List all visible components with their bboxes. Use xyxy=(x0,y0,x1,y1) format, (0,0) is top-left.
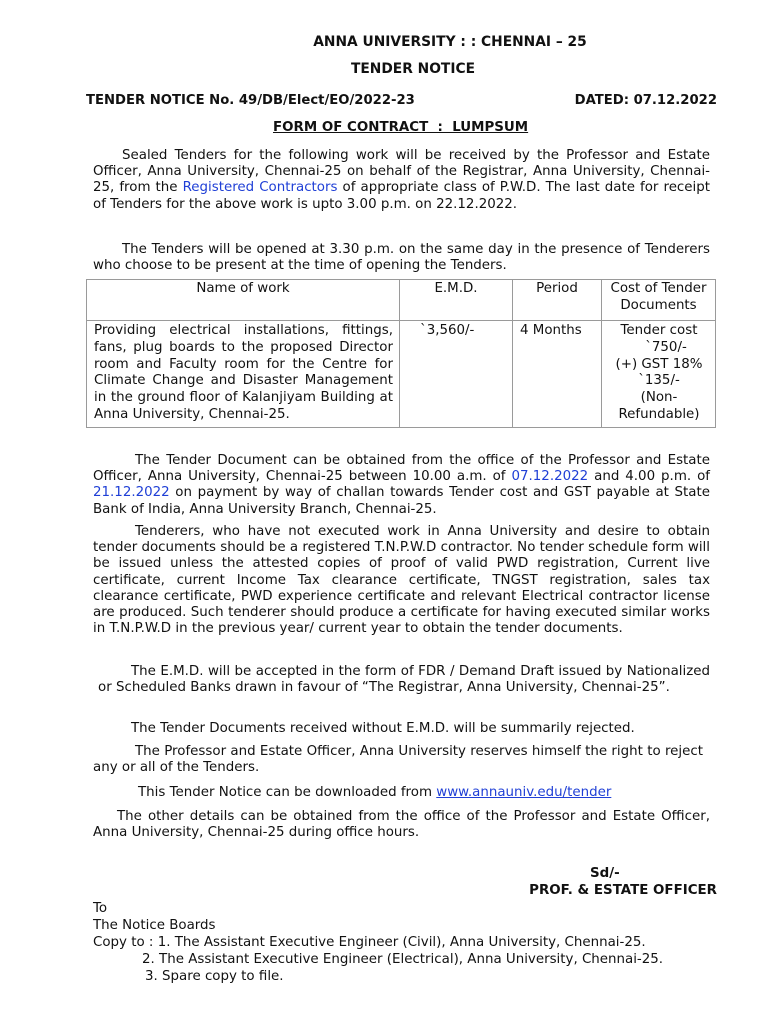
header-emd: E.M.D. xyxy=(400,280,513,321)
cost-line-amount: `750/- xyxy=(645,339,687,355)
cell-period: 4 Months xyxy=(513,321,602,428)
para3-comma: , Anna University, Chennai-25 between 10.00 a.m. of xyxy=(137,469,512,485)
header-period: Period xyxy=(513,280,602,321)
cost-line-gst: (+) GST 18% xyxy=(615,356,703,372)
paragraph-opening-of-tenders: The Tenders will be opened at 3.30 p.m. on the same day in the presence of Tenderers who choose to be present at the time of opening the Tenders. xyxy=(93,242,710,274)
issue-end-date: 21.12.2022 xyxy=(93,485,170,501)
header-cost-of-tender-documents: Cost of Tender Documents xyxy=(602,280,716,321)
download-text: This Tender Notice can be downloaded from xyxy=(138,785,437,800)
signature-sd: Sd/- xyxy=(590,866,620,881)
para1-text-after: of appropriate class of P.W.D. The last date for receipt of Tenders for the above work is upto 3.00 p.m. on 22.12.2022. xyxy=(93,180,711,212)
cell-cost xyxy=(602,321,716,428)
form-of-contract-heading: FORM OF CONTRACT : LUMPSUM xyxy=(273,120,529,135)
copy-to-line-3: 3. Spare copy to file. xyxy=(145,969,284,984)
para3-part4: . of xyxy=(686,469,711,485)
para3-part1: The Tender Document can be obtained from the office of the Professor and Estate Officer xyxy=(93,453,710,485)
cell-name-of-work: Providing electrical installations, fittings, fans, plug boards to the proposed Director room and Faculty room for the Centre for Climate Change and Disaster Management in the ground floor of Kalanjiyam Building at Anna University, Chennai-25. xyxy=(87,321,400,428)
notice-date: DATED: 07.12.2022 xyxy=(574,93,717,108)
cost-line-non-refundable: (Non-Refundable) xyxy=(618,390,700,422)
copy-to-line-2: 2. The Assistant Executive Engineer (Electrical), Anna University, Chennai-25. xyxy=(142,952,664,967)
cost-line-gst-amount: `135/- xyxy=(638,373,680,389)
copy-to-line-1: Copy to : 1. The Assistant Executive Engineer (Civil), Anna University, Chennai-25. xyxy=(93,935,646,950)
footer-notice-boards: The Notice Boards xyxy=(93,918,216,933)
paragraph-eligibility: Tenderers, who have not executed work in Anna University and desire to obtain tender documents should be a registered T.N.P.W.D contractor. No tender schedule form will be issued unless the attested copies of proof of valid PWD registration, Current live certificate, current Income Tax clearance certificate, TNGST registration, sales tax clearance certificate, PWD experience certificate and relevant Electrical contractor license are produced. Such tenderer should produce a certificate for having executed similar works in T.N.P.W.D in the previous year/ current year to obtain the tender documents. xyxy=(93,524,710,637)
para3-part5: on payment by way of challan towards Tender cost and GST payable at State Bank of India, Anna University Branch, Chennai-25. xyxy=(93,485,710,517)
para3-part3: and 4.00 p.m xyxy=(588,469,687,485)
tender-download-link[interactable]: www.annauniv.edu/tender xyxy=(436,785,612,800)
work-details-table xyxy=(86,279,716,428)
notice-title: TENDER NOTICE xyxy=(350,61,476,77)
header-name-of-work: Name of work xyxy=(87,280,400,321)
university-title: ANNA UNIVERSITY : : CHENNAI – 25 xyxy=(313,34,587,50)
paragraph-receipt-of-tenders xyxy=(93,148,710,213)
table-header-row xyxy=(87,280,716,321)
table-row xyxy=(87,321,716,428)
registered-contractors-text: Registered Contractors xyxy=(182,180,338,196)
paragraph-download xyxy=(138,785,611,800)
paragraph-emd-form: The E.M.D. will be accepted in the form of FDR / Demand Draft issued by Nationalized or Scheduled Banks drawn in favour of “The Registrar, Anna University, Chennai-25”. xyxy=(98,664,710,696)
cell-emd: `3,560/- xyxy=(400,321,513,428)
notice-number: TENDER NOTICE No. 49/DB/Elect/EO/2022-23 xyxy=(86,93,415,108)
cost-line-tender-cost: Tender cost xyxy=(620,323,698,338)
issue-start-date: 07.12.2022 xyxy=(511,469,589,485)
paragraph-right-to-reject: The Professor and Estate Officer, Anna University reserves himself the right to reject any or all of the Tenders. xyxy=(93,744,703,776)
paragraph-other-details: The other details can be obtained from the office of the Professor and Estate Officer, Anna University, Chennai-25 during office hours. xyxy=(93,809,710,841)
signatory-designation: PROF. & ESTATE OFFICER xyxy=(529,883,717,898)
paragraph-emd-rejection: The Tender Documents received without E.M.D. will be summarily rejected. xyxy=(131,721,635,736)
paragraph-tender-document-availability xyxy=(93,453,710,518)
footer-to: To xyxy=(93,901,108,916)
para1-text-before: Sealed Tenders for the following work will be received by the Professor and Estate Officer, Anna University, Chennai-25 on behalf of the Registrar, Anna University, Chennai-25, from the xyxy=(93,148,710,196)
